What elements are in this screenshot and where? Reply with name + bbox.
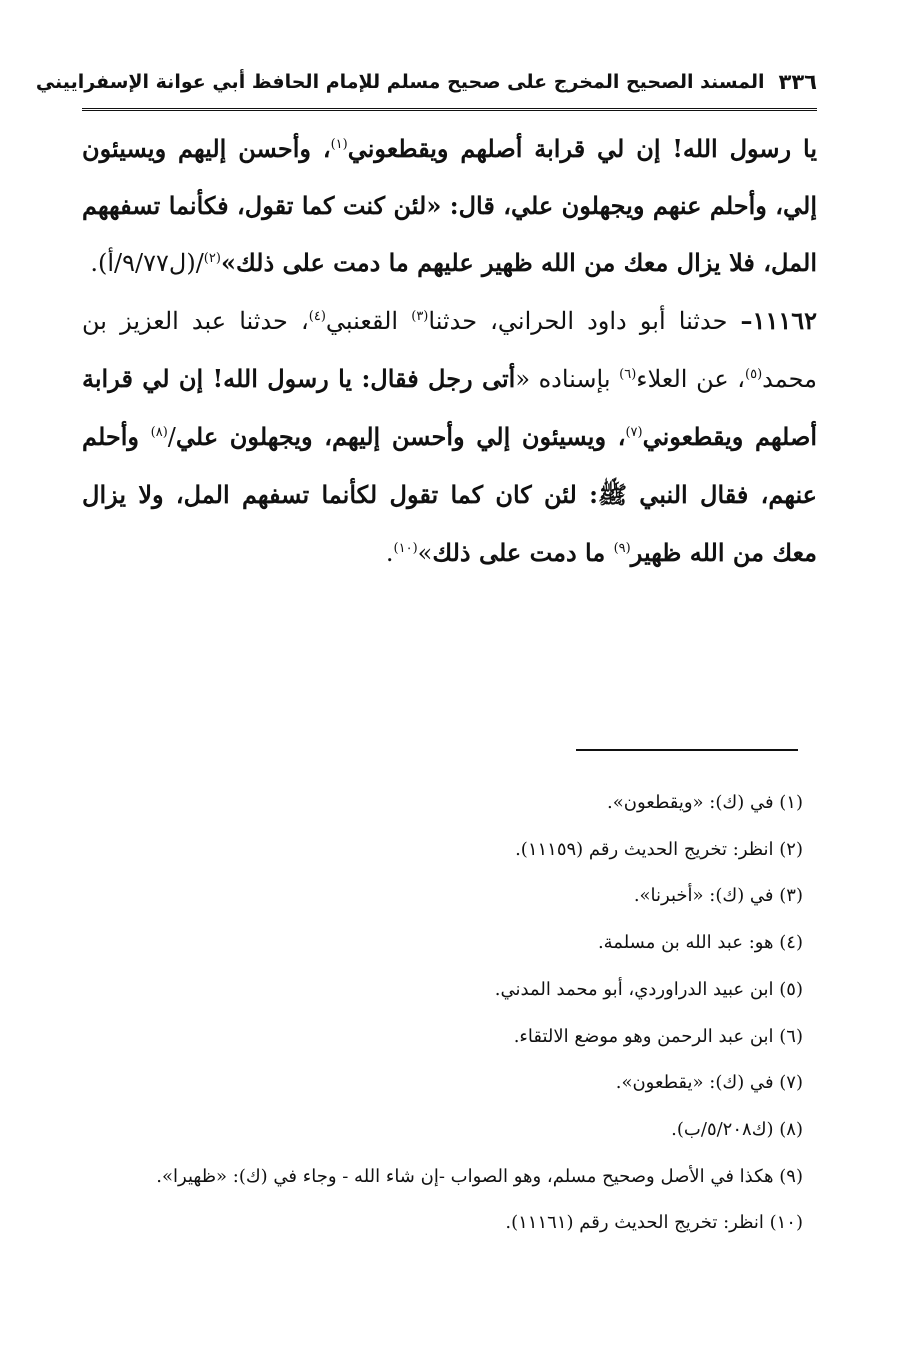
footnotes — [82, 780, 803, 1247]
footnote-ref-8: (٨) — [150, 425, 168, 440]
footnote: (١) في (ك): «ويقطعون». — [607, 792, 803, 813]
matn-text: ما دمت على ذلك — [432, 538, 614, 567]
main-text — [82, 120, 817, 582]
end-period: . — [385, 539, 394, 567]
footnote-ref-7: (٧) — [625, 425, 643, 440]
isnad-text: حدثنا أبو داود الحراني، حدثنا — [428, 307, 741, 335]
footnote: (٥) ابن عبيد الدراوردي، أبو محمد المدني. — [494, 978, 803, 1000]
manuscript-folio-ref: /(ل٩/٧٧/أ). — [90, 249, 204, 277]
matn-text: أتى رجل فقال: يا رسول الله! إن لي قرابة أصلهم ويقطعوني — [82, 364, 818, 451]
footnote: (٣) في (ك): «أخبرنا». — [633, 885, 803, 907]
isnad-text: ، حدثنا عبد العزيز بن محمد — [82, 307, 817, 393]
footnote: (٦) ابن عبد الرحمن وهو موضع الالتقاء. — [513, 1025, 803, 1047]
footnote-ref-3: (٣) — [411, 309, 429, 324]
text-segment: ، وأحسن إليهم ويسيئون إلي، وأحلم عنهم ويجهلون علي، قال: «لئن كنت كما تقول، فكأنما تسفههم المل، فلا يزال معك من الله ظهير عليهم ما دمت على ذلك» — [82, 134, 817, 277]
page-header — [35, 62, 817, 102]
footnote-ref-2: (٢) — [203, 251, 221, 266]
paragraph-hadith-11162 — [82, 292, 817, 582]
footnote-ref-4: (٤) — [308, 309, 326, 324]
isnad-text: ، عن العلاء — [636, 365, 746, 393]
running-title: المسند الصحيح المخرج على صحيح مسلم للإمام الحافظ أبي عوانة الإسفراييني — [35, 71, 765, 93]
matn-text: ، ويسيئون إلي وأحسن إليهم، ويجهلون علي — [175, 422, 626, 451]
footnote: (٩) هكذا في الأصل وصحيح مسلم، وهو الصواب -إن شاء الله - وجاء في (ك): «ظهيرا». — [156, 1165, 803, 1187]
isnad-text: بإسناده « — [515, 365, 620, 393]
isnad-text: القعنبي — [325, 307, 412, 335]
paragraph-hadith-continuation — [82, 120, 817, 292]
closing-quote: » — [417, 539, 433, 567]
footnote: (١٠) انظر: تخريج الحديث رقم (١١١٦١). — [505, 1212, 803, 1234]
footnote: (٧) في (ك): «يقطعون». — [615, 1072, 803, 1094]
header-rule — [82, 108, 817, 111]
hadith-number: ١١١٦٢– — [740, 306, 817, 335]
footnote-ref-5: (٥) — [745, 367, 763, 382]
footnote-separator — [576, 749, 798, 751]
page-number: ٣٣٦ — [778, 70, 817, 94]
footnote: (٤) هو: عبد الله بن مسلمة. — [597, 932, 803, 954]
footnote: (٢) انظر: تخريج الحديث رقم (١١١٥٩). — [515, 838, 803, 860]
footnote-ref-1: (١) — [330, 137, 348, 152]
folio-slash: / — [167, 423, 176, 451]
text-segment: يا رسول الله! إن لي قرابة أصلهم ويقطعوني — [347, 134, 817, 163]
matn-text: وأحلم عنهم، فقال النبي ﷺ: لئن كان كما تقول لكأنما تسفهم المل، ولا يزال معك من الله ظهير — [82, 422, 817, 567]
footnote-ref-9: (٩) — [613, 541, 631, 556]
footnote-ref-10: (١٠) — [393, 541, 418, 556]
footnote-ref-6: (٦) — [619, 367, 637, 382]
footnote: (٨) (ك٥/٢٠٨/ب). — [671, 1118, 803, 1140]
